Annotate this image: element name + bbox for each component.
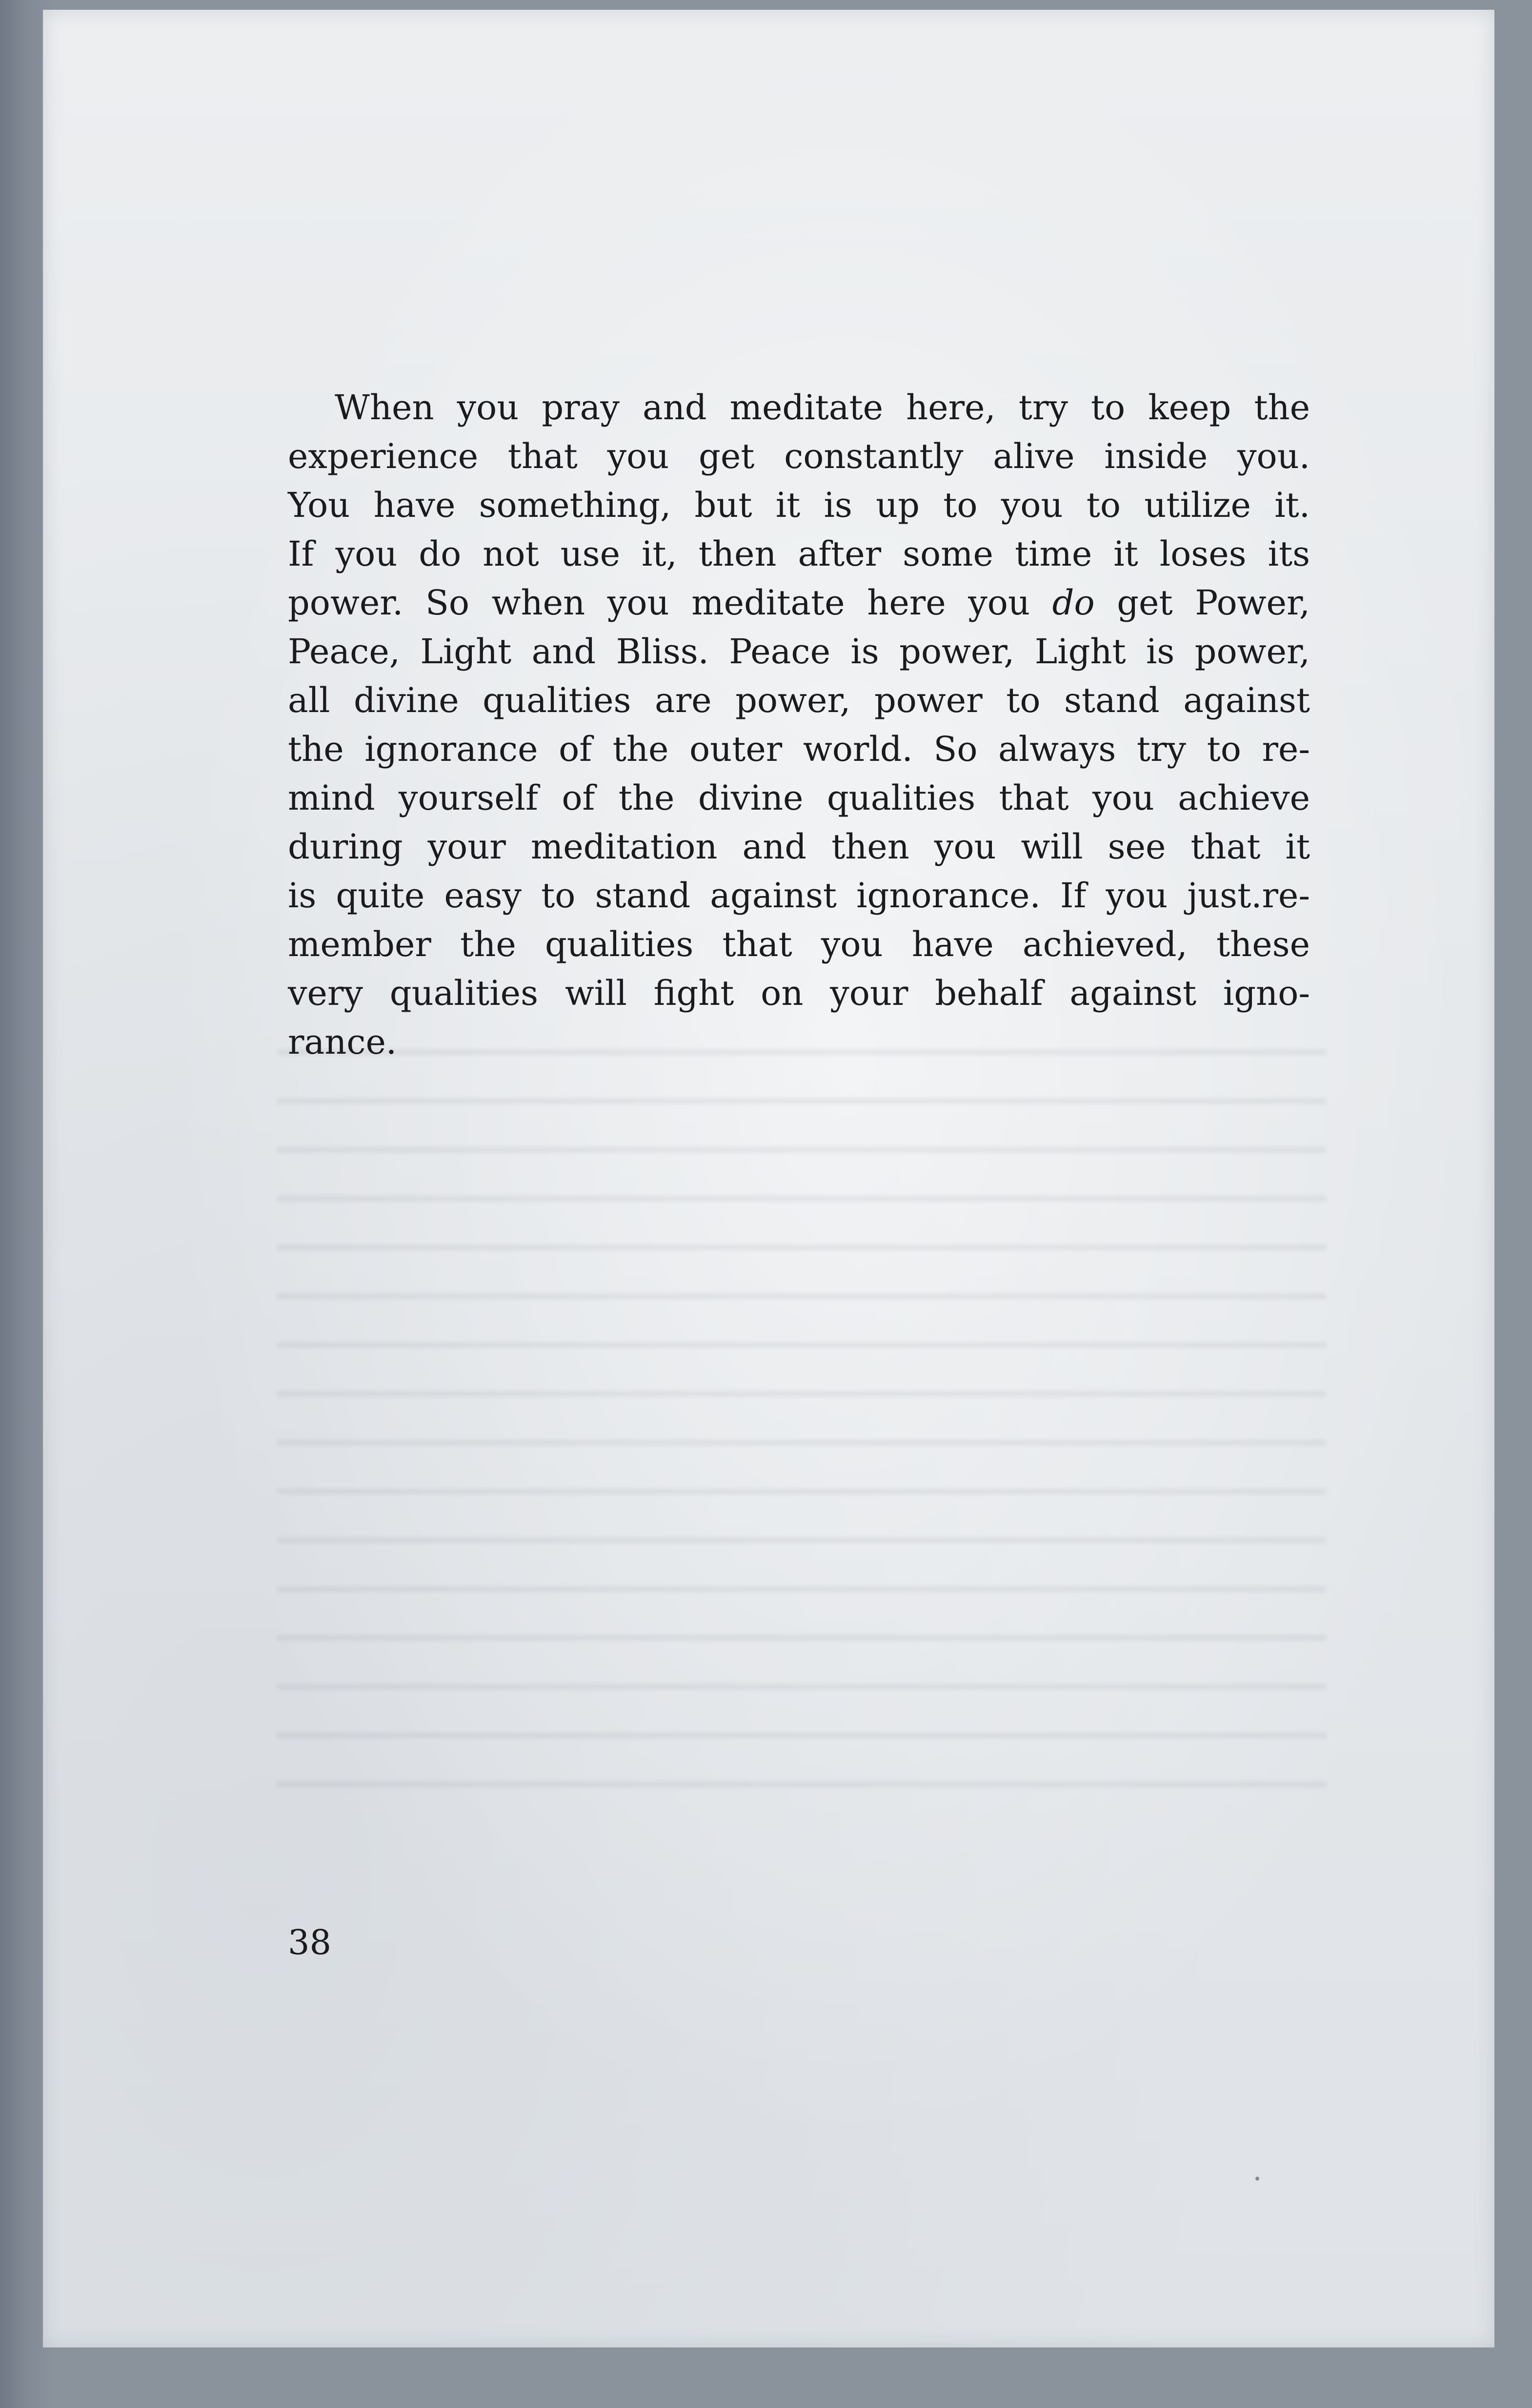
text-line: You have something, but it is up to you to utilize it. [288,485,1310,525]
body-paragraph [288,383,1310,1066]
text-line: rance. [288,1022,397,1062]
reverse-side-show-through [277,1025,1326,1830]
page-number: 38 [288,1922,332,1962]
text-line: If you do not use it, then after some time it loses its [288,534,1310,574]
text-line: the ignorance of the outer world. So always try to re- [288,729,1310,769]
dust-speck [1255,2177,1259,2181]
text-line: member the qualities that you have achieved, these [288,924,1310,964]
book-page [43,10,1494,2347]
text-line: Peace, Light and Bliss. Peace is power, Light is power, [288,632,1310,672]
text-line: during your meditation and then you will see that it [288,827,1310,867]
text-line: mind yourself of the divine qualities that you achieve [288,778,1310,818]
text-segment: power. So when you meditate here you [288,583,1052,623]
text-line: very qualities will fight on your behalf against igno- [288,973,1310,1013]
text-line: When you pray and meditate here, try to keep the [335,388,1310,428]
text-line: is quite easy to stand against ignorance. If you just.re- [288,876,1310,916]
text-segment: get Power, [1094,583,1310,623]
text-line: all divine qualities are power, power to stand against [288,680,1310,720]
text-line: experience that you get constantly alive inside you. [288,436,1310,476]
text-line-with-emphasis [288,578,1310,627]
emphasized-word: do [1052,583,1095,623]
